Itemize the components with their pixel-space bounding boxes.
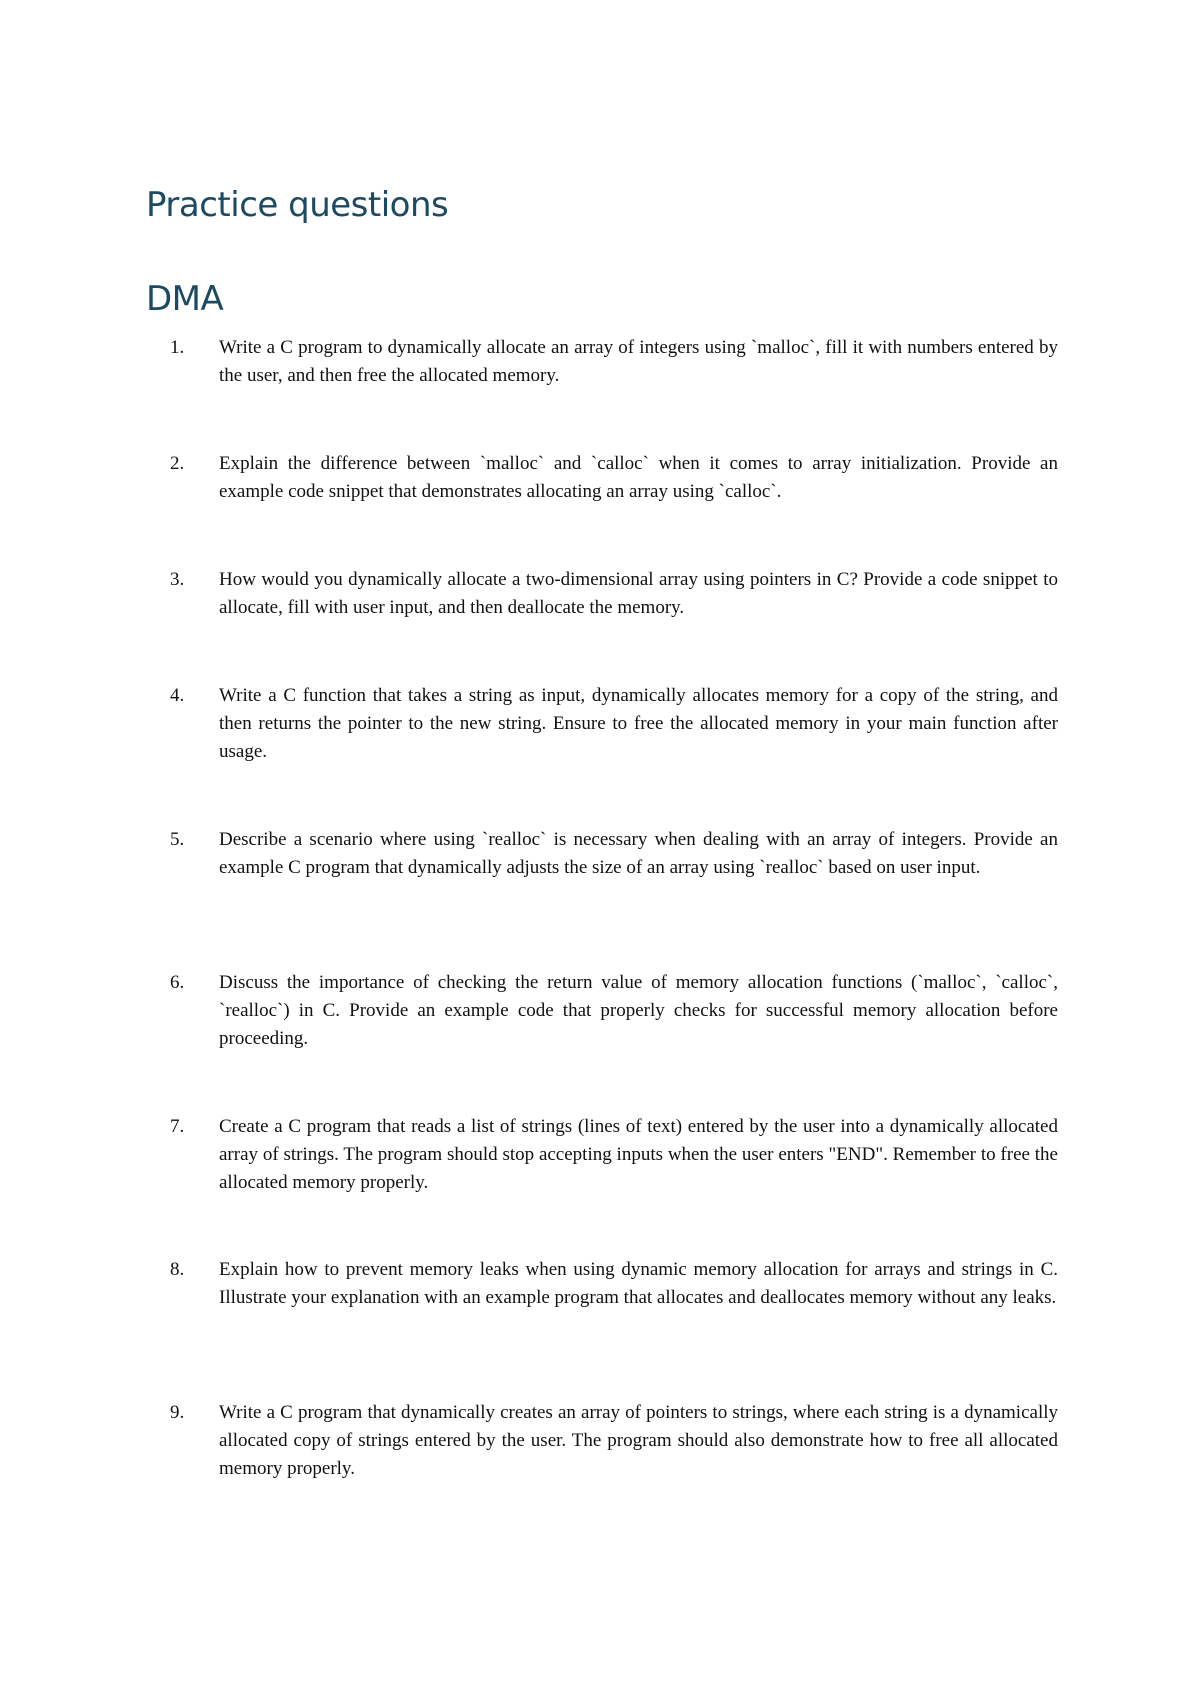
section-heading-dma: DMA [146,279,224,319]
question-number: 8. [170,1259,185,1280]
question-text: Describe a scenario where using `realloc` is necessary when dealing with an array of integers. Provide an example C program that dynamically adjusts the size of an array using `realloc` based on user input. [219,829,1058,878]
question-number: 4. [170,685,185,706]
question-text: Explain the difference between `malloc` and `calloc` when it comes to array initialization. Provide an example code snippet that demonstrates allocating an array using `calloc`. [219,453,1058,502]
question-number: 6. [170,972,185,993]
question-number: 9. [170,1402,185,1423]
question-number: 7. [170,1116,185,1137]
question-text: Create a C program that reads a list of strings (lines of text) entered by the user into a dynamically allocated array of strings. The program should stop accepting inputs when the user enters "END". Remember to free the allocated memory properly. [219,1116,1058,1193]
question-text: How would you dynamically allocate a two-dimensional array using pointers in C? Provide a code snippet to allocate, fill with user input, and then deallocate the memory. [219,569,1058,618]
page-title: Practice questions [146,185,449,225]
question-number: 2. [170,453,185,474]
question-number: 1. [170,337,185,358]
question-text: Write a C function that takes a string as input, dynamically allocates memory for a copy of the string, and then returns the pointer to the new string. Ensure to free the allocated memory in your main function after usage. [219,685,1058,762]
question-text: Discuss the importance of checking the return value of memory allocation functions (`malloc`, `calloc`, `realloc`) in C. Provide an example code that properly checks for successful memory allocation before proceeding. [219,972,1058,1049]
question-text: Write a C program to dynamically allocate an array of integers using `malloc`, fill it with numbers entered by the user, and then free the allocated memory. [219,337,1058,386]
question-number: 3. [170,569,185,590]
question-number: 5. [170,829,185,850]
question-text: Write a C program that dynamically creates an array of pointers to strings, where each string is a dynamically allocated copy of strings entered by the user. The program should also demonstrate how to free all allocated memory properly. [219,1402,1058,1479]
question-text: Explain how to prevent memory leaks when using dynamic memory allocation for arrays and strings in C. Illustrate your explanation with an example program that allocates and deallocates memory without any leaks. [219,1259,1058,1308]
